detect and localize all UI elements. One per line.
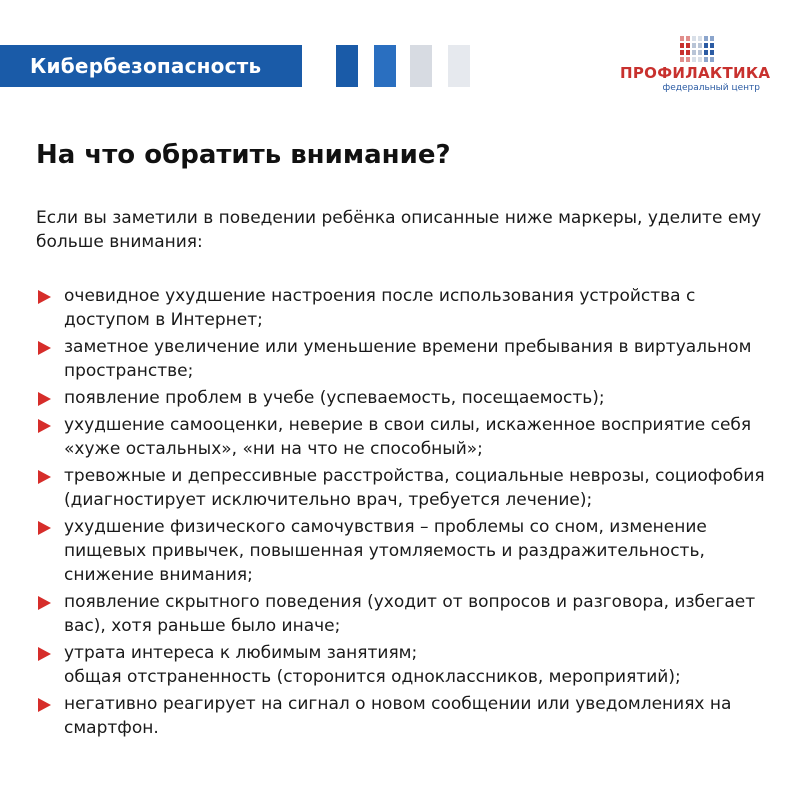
logo bbox=[620, 36, 770, 98]
bullet-arrow-icon bbox=[38, 419, 51, 433]
list-item-text: появление проблем в учебе (успеваемость, посещаемость); bbox=[64, 388, 605, 408]
list-item bbox=[36, 464, 786, 512]
list-item-text: ухудшение самооценки, неверие в свои силы, искаженное восприятие себя «хуже остальных», «ни на что не способный»; bbox=[64, 415, 752, 459]
list-item-text: появление скрытного поведения (уходит от вопросов и разговора, избегает вас), хотя раньше было иначе; bbox=[64, 592, 756, 636]
list-item-text: утрата интереса к любимым занятиям; bbox=[64, 643, 418, 663]
list-item-text: тревожные и депрессивные расстройства, социальные неврозы, социофобия (диагностирует исключительно врач, требуется лечение); bbox=[64, 466, 765, 510]
logo-grid-icon bbox=[680, 36, 714, 62]
section-label: Кибербезопасность bbox=[0, 45, 302, 87]
list-item-text: заметное увеличение или уменьшение времени пребывания в виртуальном пространстве; bbox=[64, 337, 752, 381]
decor-stripe bbox=[336, 45, 358, 87]
list-item bbox=[36, 386, 786, 410]
decor-stripe bbox=[448, 45, 470, 87]
bullet-arrow-icon bbox=[38, 470, 51, 484]
bullet-arrow-icon bbox=[38, 392, 51, 406]
bullet-arrow-icon bbox=[38, 341, 51, 355]
list-item bbox=[36, 665, 786, 689]
bullet-arrow-icon bbox=[38, 596, 51, 610]
list-item bbox=[36, 641, 786, 665]
list-item bbox=[36, 335, 786, 383]
bullet-arrow-icon bbox=[38, 290, 51, 304]
page-title: На что обратить внимание? bbox=[36, 140, 451, 170]
intro-text: Если вы заметили в поведении ребёнка описанные ниже маркеры, уделите ему больше внимания: bbox=[36, 208, 762, 252]
marker-list bbox=[36, 284, 786, 743]
decor-stripe bbox=[410, 45, 432, 87]
list-item-text: очевидное ухудшение настроения после использования устройства с доступом в Интернет; bbox=[64, 286, 696, 330]
logo-subtitle: федеральный центр bbox=[662, 83, 760, 93]
bullet-arrow-icon bbox=[38, 521, 51, 535]
bullet-arrow-icon bbox=[38, 698, 51, 712]
list-item bbox=[36, 692, 786, 740]
list-item-text: общая отстраненность (сторонится одноклассников, мероприятий); bbox=[64, 667, 681, 687]
list-item-text: ухудшение физического самочувствия – проблемы со сном, изменение пищевых привычек, повышенная утомляемость и раздражительность, снижение внимания; bbox=[64, 517, 707, 585]
list-item bbox=[36, 515, 786, 587]
logo-title: ПРОФИЛАКТИКА bbox=[620, 64, 771, 82]
list-item bbox=[36, 284, 786, 332]
bullet-arrow-icon bbox=[38, 647, 51, 661]
list-item bbox=[36, 590, 786, 638]
list-item-text: негативно реагирует на сигнал о новом сообщении или уведомлениях на смартфон. bbox=[64, 694, 732, 738]
list-item bbox=[36, 413, 786, 461]
decor-stripe bbox=[374, 45, 396, 87]
